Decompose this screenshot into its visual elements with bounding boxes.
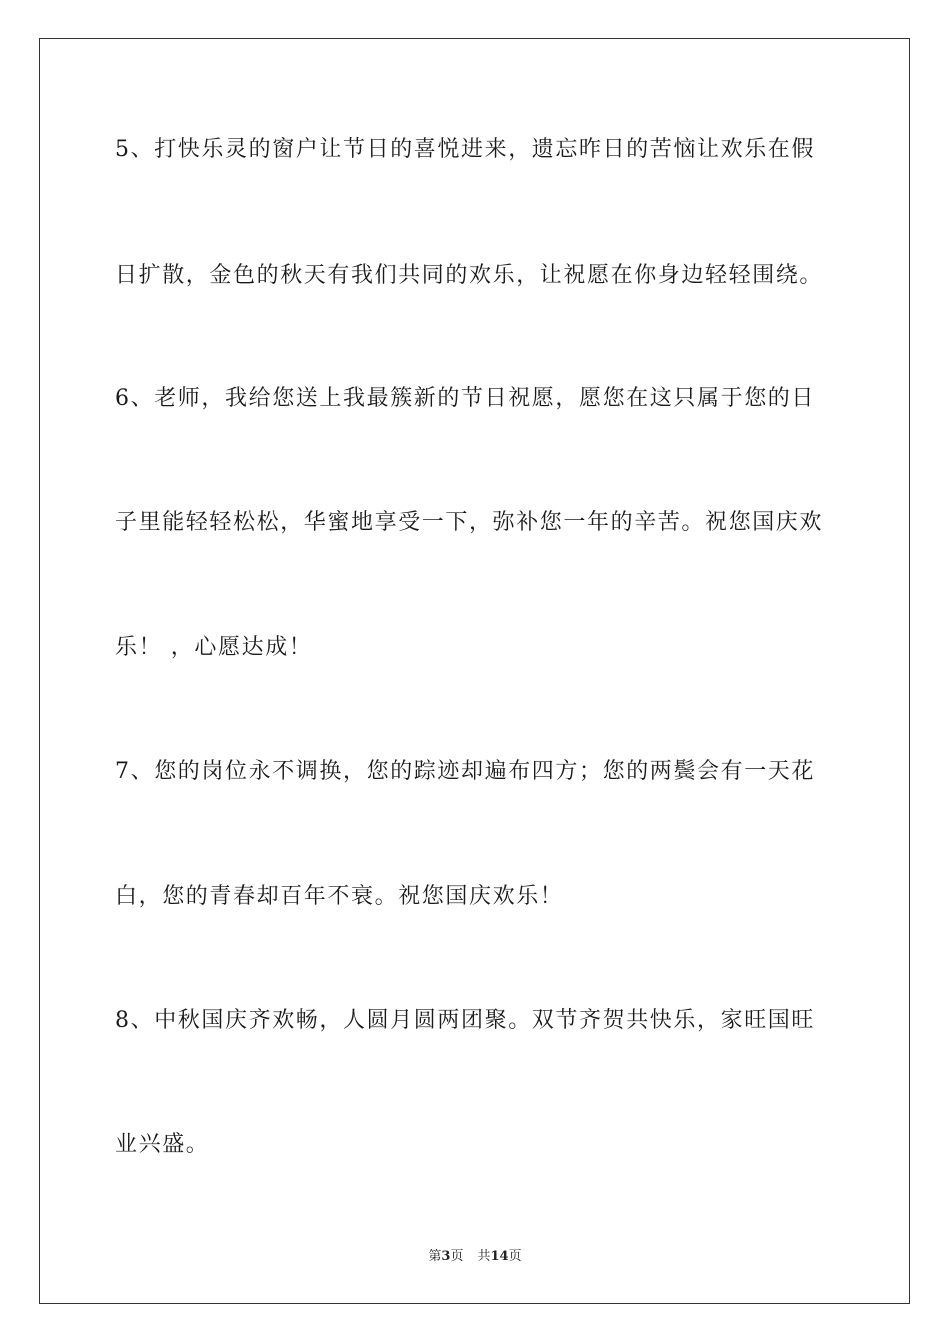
paragraph-6-line-1: 6、老师，我给您送上我最簇新的节日祝愿，愿您在这只属于您的日 bbox=[115, 386, 815, 411]
page-border bbox=[39, 38, 910, 1304]
page-footer bbox=[0, 1248, 950, 1266]
footer-page-number: 3 bbox=[441, 1249, 451, 1264]
paragraph-8-line-1: 8、中秋国庆齐欢畅，人圆月圆两团聚。双节齐贺共快乐，家旺国旺 bbox=[115, 1008, 815, 1033]
paragraph-5-line-2: 日扩散，金色的秋天有我们共同的欢乐，让祝愿在你身边轻轻围绕。 bbox=[115, 263, 824, 288]
paragraph-7-line-2: 白，您的青春却百年不衰。祝您国庆欢乐！ bbox=[115, 884, 564, 909]
paragraph-6-line-2: 子里能轻轻松松，华蜜地享受一下，弥补您一年的辛苦。祝您国庆欢 bbox=[115, 510, 824, 535]
footer-page-prefix: 第 bbox=[428, 1249, 442, 1264]
footer-total-pages: 14 bbox=[490, 1249, 509, 1264]
paragraph-7-line-1: 7、您的岗位永不调换，您的踪迹却遍布四方；您的两鬓会有一天花 bbox=[115, 759, 815, 784]
paragraph-8-line-2: 业兴盛。 bbox=[115, 1132, 210, 1157]
footer-page-suffix: 页 bbox=[450, 1249, 464, 1264]
footer-total-prefix: 共 bbox=[477, 1249, 491, 1264]
paragraph-5-line-1: 5、打快乐灵的窗户让节日的喜悦进来，遗忘昨日的苦恼让欢乐在假 bbox=[115, 137, 815, 162]
paragraph-6-line-3: 乐！ ，心愿达成！ bbox=[115, 635, 313, 660]
footer-total-suffix: 页 bbox=[508, 1249, 522, 1264]
